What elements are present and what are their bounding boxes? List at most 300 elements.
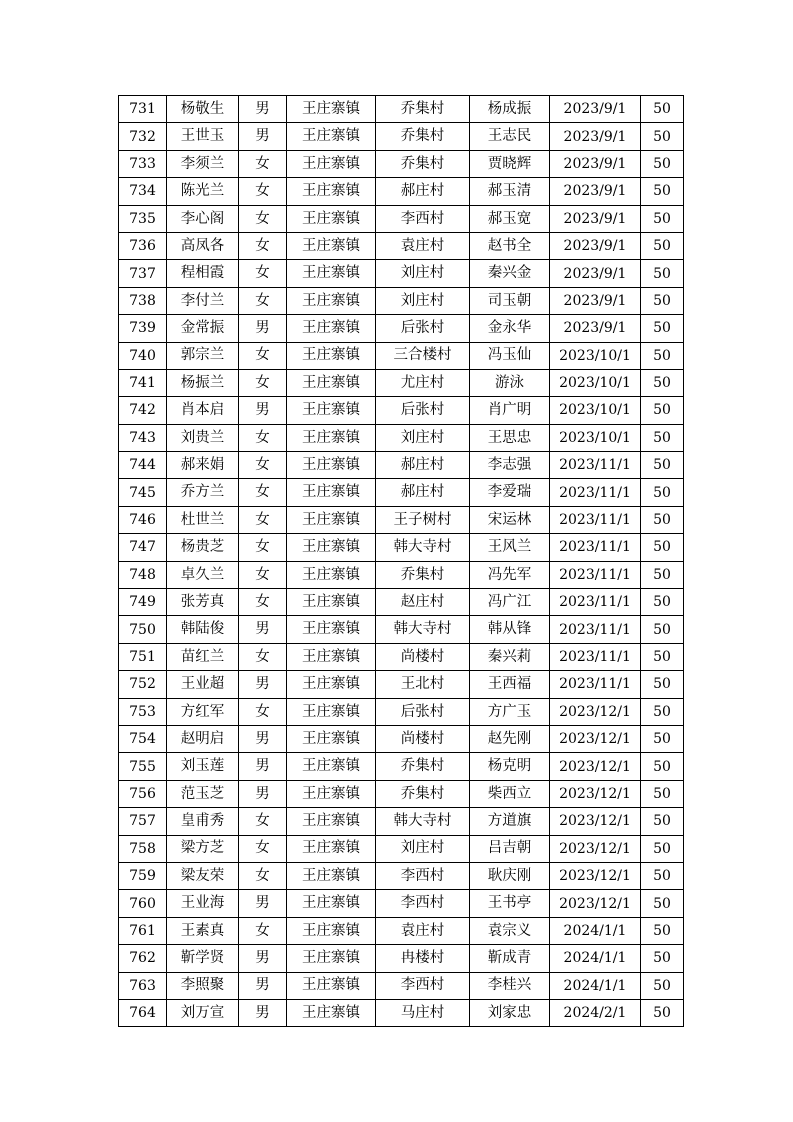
cell-name: 郭宗兰 (167, 342, 239, 369)
table-row (119, 506, 684, 533)
cell-index: 731 (119, 96, 167, 123)
cell-index: 742 (119, 397, 167, 424)
cell-index: 738 (119, 287, 167, 314)
cell-date: 2023/12/1 (550, 780, 641, 807)
cell-date: 2023/11/1 (550, 479, 641, 506)
table-row (119, 945, 684, 972)
cell-gender: 男 (239, 123, 287, 150)
cell-name: 李付兰 (167, 287, 239, 314)
cell-town: 王庄寨镇 (287, 479, 376, 506)
cell-amount: 50 (641, 452, 684, 479)
cell-town: 王庄寨镇 (287, 671, 376, 698)
cell-name: 刘贵兰 (167, 424, 239, 451)
records-table (118, 95, 684, 1027)
cell-village: 尚楼村 (376, 725, 470, 752)
cell-date: 2023/10/1 (550, 342, 641, 369)
cell-gender: 男 (239, 671, 287, 698)
cell-index: 737 (119, 260, 167, 287)
cell-amount: 50 (641, 178, 684, 205)
cell-gender: 女 (239, 698, 287, 725)
cell-name: 赵明启 (167, 725, 239, 752)
cell-amount: 50 (641, 753, 684, 780)
cell-gender: 女 (239, 835, 287, 862)
cell-town: 王庄寨镇 (287, 369, 376, 396)
cell-name: 韩陆俊 (167, 616, 239, 643)
cell-index: 764 (119, 999, 167, 1026)
table-row (119, 890, 684, 917)
cell-name: 皇甫秀 (167, 808, 239, 835)
cell-town: 王庄寨镇 (287, 342, 376, 369)
cell-village: 韩大寺村 (376, 808, 470, 835)
cell-agent: 靳成青 (470, 945, 550, 972)
cell-agent: 赵先刚 (470, 725, 550, 752)
cell-amount: 50 (641, 260, 684, 287)
cell-village: 尤庄村 (376, 369, 470, 396)
cell-agent: 李桂兴 (470, 972, 550, 999)
cell-index: 743 (119, 424, 167, 451)
cell-amount: 50 (641, 205, 684, 232)
cell-index: 744 (119, 452, 167, 479)
cell-date: 2023/11/1 (550, 643, 641, 670)
cell-agent: 冯先军 (470, 561, 550, 588)
cell-date: 2023/10/1 (550, 397, 641, 424)
cell-agent: 冯广江 (470, 589, 550, 616)
cell-name: 金常振 (167, 315, 239, 342)
cell-village: 后张村 (376, 315, 470, 342)
cell-date: 2023/10/1 (550, 369, 641, 396)
table-row (119, 123, 684, 150)
cell-amount: 50 (641, 424, 684, 451)
table-row (119, 205, 684, 232)
cell-amount: 50 (641, 232, 684, 259)
cell-name: 刘万宣 (167, 999, 239, 1026)
cell-amount: 50 (641, 808, 684, 835)
cell-town: 王庄寨镇 (287, 534, 376, 561)
cell-gender: 女 (239, 287, 287, 314)
table-row (119, 452, 684, 479)
cell-date: 2023/11/1 (550, 534, 641, 561)
cell-village: 李西村 (376, 890, 470, 917)
cell-amount: 50 (641, 780, 684, 807)
cell-amount: 50 (641, 725, 684, 752)
cell-amount: 50 (641, 369, 684, 396)
table-row (119, 643, 684, 670)
cell-name: 王业海 (167, 890, 239, 917)
cell-index: 760 (119, 890, 167, 917)
cell-date: 2023/11/1 (550, 452, 641, 479)
cell-gender: 男 (239, 315, 287, 342)
cell-agent: 王西福 (470, 671, 550, 698)
cell-gender: 女 (239, 150, 287, 177)
table-row (119, 287, 684, 314)
table-row (119, 369, 684, 396)
cell-name: 张芳真 (167, 589, 239, 616)
cell-gender: 女 (239, 369, 287, 396)
cell-index: 762 (119, 945, 167, 972)
cell-amount: 50 (641, 397, 684, 424)
cell-agent: 宋运林 (470, 506, 550, 533)
cell-name: 王世玉 (167, 123, 239, 150)
cell-gender: 女 (239, 452, 287, 479)
cell-village: 王北村 (376, 671, 470, 698)
table-row (119, 725, 684, 752)
cell-agent: 王志民 (470, 123, 550, 150)
cell-agent: 袁宗义 (470, 917, 550, 944)
cell-amount: 50 (641, 506, 684, 533)
cell-village: 乔集村 (376, 561, 470, 588)
cell-name: 肖本启 (167, 397, 239, 424)
cell-date: 2023/11/1 (550, 506, 641, 533)
cell-index: 747 (119, 534, 167, 561)
cell-index: 753 (119, 698, 167, 725)
table-row (119, 808, 684, 835)
cell-name: 范玉芝 (167, 780, 239, 807)
cell-gender: 女 (239, 862, 287, 889)
cell-amount: 50 (641, 698, 684, 725)
cell-town: 王庄寨镇 (287, 205, 376, 232)
cell-town: 王庄寨镇 (287, 232, 376, 259)
table-row (119, 397, 684, 424)
cell-index: 736 (119, 232, 167, 259)
cell-amount: 50 (641, 287, 684, 314)
cell-index: 758 (119, 835, 167, 862)
cell-agent: 李爱瑞 (470, 479, 550, 506)
cell-date: 2023/12/1 (550, 808, 641, 835)
table-row (119, 753, 684, 780)
cell-index: 748 (119, 561, 167, 588)
table-row (119, 780, 684, 807)
cell-index: 755 (119, 753, 167, 780)
cell-village: 刘庄村 (376, 287, 470, 314)
cell-amount: 50 (641, 862, 684, 889)
cell-amount: 50 (641, 999, 684, 1026)
cell-town: 王庄寨镇 (287, 123, 376, 150)
cell-gender: 男 (239, 780, 287, 807)
cell-date: 2023/10/1 (550, 424, 641, 451)
cell-amount: 50 (641, 671, 684, 698)
cell-index: 757 (119, 808, 167, 835)
table-row (119, 479, 684, 506)
cell-gender: 女 (239, 342, 287, 369)
table-row (119, 616, 684, 643)
cell-date: 2023/9/1 (550, 315, 641, 342)
cell-agent: 柴西立 (470, 780, 550, 807)
cell-date: 2023/9/1 (550, 96, 641, 123)
cell-village: 后张村 (376, 397, 470, 424)
cell-village: 李西村 (376, 862, 470, 889)
cell-agent: 吕吉朝 (470, 835, 550, 862)
cell-agent: 秦兴莉 (470, 643, 550, 670)
cell-agent: 杨克明 (470, 753, 550, 780)
cell-town: 王庄寨镇 (287, 96, 376, 123)
cell-agent: 方广玉 (470, 698, 550, 725)
cell-gender: 女 (239, 178, 287, 205)
cell-agent: 赵书全 (470, 232, 550, 259)
cell-agent: 贾晓辉 (470, 150, 550, 177)
cell-name: 杨敬生 (167, 96, 239, 123)
cell-date: 2023/12/1 (550, 890, 641, 917)
cell-date: 2024/1/1 (550, 917, 641, 944)
cell-date: 2024/1/1 (550, 972, 641, 999)
table-row (119, 561, 684, 588)
table-row (119, 671, 684, 698)
cell-town: 王庄寨镇 (287, 643, 376, 670)
cell-index: 740 (119, 342, 167, 369)
cell-amount: 50 (641, 890, 684, 917)
cell-index: 734 (119, 178, 167, 205)
cell-name: 卓久兰 (167, 561, 239, 588)
cell-village: 郝庄村 (376, 178, 470, 205)
cell-index: 739 (119, 315, 167, 342)
cell-gender: 女 (239, 643, 287, 670)
cell-name: 乔方兰 (167, 479, 239, 506)
cell-agent: 耿庆刚 (470, 862, 550, 889)
cell-amount: 50 (641, 643, 684, 670)
cell-amount: 50 (641, 123, 684, 150)
cell-agent: 韩从锋 (470, 616, 550, 643)
cell-date: 2023/12/1 (550, 835, 641, 862)
cell-amount: 50 (641, 315, 684, 342)
cell-town: 王庄寨镇 (287, 616, 376, 643)
cell-agent: 王思忠 (470, 424, 550, 451)
cell-name: 李照聚 (167, 972, 239, 999)
cell-town: 王庄寨镇 (287, 808, 376, 835)
cell-gender: 男 (239, 96, 287, 123)
table-row (119, 150, 684, 177)
cell-agent: 杨成振 (470, 96, 550, 123)
cell-index: 761 (119, 917, 167, 944)
cell-date: 2023/9/1 (550, 287, 641, 314)
cell-agent: 王风兰 (470, 534, 550, 561)
cell-town: 王庄寨镇 (287, 506, 376, 533)
cell-village: 刘庄村 (376, 835, 470, 862)
cell-town: 王庄寨镇 (287, 260, 376, 287)
cell-amount: 50 (641, 917, 684, 944)
cell-date: 2023/9/1 (550, 232, 641, 259)
cell-gender: 女 (239, 506, 287, 533)
cell-index: 754 (119, 725, 167, 752)
cell-village: 后张村 (376, 698, 470, 725)
cell-agent: 游泳 (470, 369, 550, 396)
cell-village: 郝庄村 (376, 479, 470, 506)
table-row (119, 698, 684, 725)
cell-name: 李须兰 (167, 150, 239, 177)
cell-name: 苗红兰 (167, 643, 239, 670)
cell-name: 杜世兰 (167, 506, 239, 533)
cell-agent: 刘家忠 (470, 999, 550, 1026)
cell-date: 2023/12/1 (550, 698, 641, 725)
cell-town: 王庄寨镇 (287, 972, 376, 999)
cell-gender: 男 (239, 972, 287, 999)
cell-town: 王庄寨镇 (287, 725, 376, 752)
cell-index: 733 (119, 150, 167, 177)
cell-date: 2023/11/1 (550, 616, 641, 643)
cell-town: 王庄寨镇 (287, 287, 376, 314)
cell-town: 王庄寨镇 (287, 780, 376, 807)
cell-amount: 50 (641, 589, 684, 616)
cell-town: 王庄寨镇 (287, 999, 376, 1026)
cell-village: 李西村 (376, 972, 470, 999)
table-row (119, 999, 684, 1026)
cell-name: 杨贵芝 (167, 534, 239, 561)
cell-amount: 50 (641, 342, 684, 369)
table-row (119, 232, 684, 259)
cell-village: 乔集村 (376, 123, 470, 150)
cell-gender: 女 (239, 917, 287, 944)
cell-town: 王庄寨镇 (287, 424, 376, 451)
cell-gender: 女 (239, 589, 287, 616)
cell-name: 王业超 (167, 671, 239, 698)
cell-town: 王庄寨镇 (287, 945, 376, 972)
cell-gender: 女 (239, 260, 287, 287)
table-row (119, 835, 684, 862)
cell-town: 王庄寨镇 (287, 589, 376, 616)
cell-town: 王庄寨镇 (287, 753, 376, 780)
cell-town: 王庄寨镇 (287, 452, 376, 479)
cell-gender: 男 (239, 753, 287, 780)
cell-date: 2023/9/1 (550, 205, 641, 232)
cell-index: 756 (119, 780, 167, 807)
cell-index: 735 (119, 205, 167, 232)
cell-gender: 女 (239, 561, 287, 588)
cell-village: 乔集村 (376, 780, 470, 807)
cell-village: 刘庄村 (376, 260, 470, 287)
cell-town: 王庄寨镇 (287, 397, 376, 424)
cell-name: 刘玉莲 (167, 753, 239, 780)
table-row (119, 862, 684, 889)
cell-amount: 50 (641, 534, 684, 561)
cell-index: 751 (119, 643, 167, 670)
cell-amount: 50 (641, 150, 684, 177)
cell-agent: 郝玉清 (470, 178, 550, 205)
cell-village: 冉楼村 (376, 945, 470, 972)
cell-village: 韩大寺村 (376, 616, 470, 643)
cell-village: 尚楼村 (376, 643, 470, 670)
cell-index: 741 (119, 369, 167, 396)
cell-agent: 肖广明 (470, 397, 550, 424)
cell-name: 陈光兰 (167, 178, 239, 205)
cell-name: 靳学贤 (167, 945, 239, 972)
cell-gender: 男 (239, 945, 287, 972)
cell-village: 赵庄村 (376, 589, 470, 616)
cell-town: 王庄寨镇 (287, 561, 376, 588)
cell-village: 三合楼村 (376, 342, 470, 369)
table-row (119, 96, 684, 123)
cell-town: 王庄寨镇 (287, 917, 376, 944)
cell-agent: 金永华 (470, 315, 550, 342)
cell-date: 2023/9/1 (550, 260, 641, 287)
cell-name: 程相霞 (167, 260, 239, 287)
cell-name: 王素真 (167, 917, 239, 944)
cell-gender: 女 (239, 232, 287, 259)
cell-index: 745 (119, 479, 167, 506)
cell-agent: 李志强 (470, 452, 550, 479)
cell-index: 763 (119, 972, 167, 999)
cell-date: 2023/9/1 (550, 150, 641, 177)
cell-gender: 女 (239, 205, 287, 232)
cell-date: 2023/9/1 (550, 123, 641, 150)
cell-agent: 秦兴金 (470, 260, 550, 287)
cell-date: 2023/11/1 (550, 561, 641, 588)
cell-village: 郝庄村 (376, 452, 470, 479)
cell-amount: 50 (641, 835, 684, 862)
cell-name: 梁友荣 (167, 862, 239, 889)
cell-town: 王庄寨镇 (287, 862, 376, 889)
table-row (119, 178, 684, 205)
cell-name: 杨振兰 (167, 369, 239, 396)
cell-agent: 王书亭 (470, 890, 550, 917)
cell-date: 2023/9/1 (550, 178, 641, 205)
table-row (119, 342, 684, 369)
cell-village: 李西村 (376, 205, 470, 232)
cell-amount: 50 (641, 945, 684, 972)
cell-amount: 50 (641, 616, 684, 643)
cell-village: 马庄村 (376, 999, 470, 1026)
table-row (119, 972, 684, 999)
cell-date: 2023/11/1 (550, 589, 641, 616)
cell-village: 王子树村 (376, 506, 470, 533)
cell-town: 王庄寨镇 (287, 835, 376, 862)
table-row (119, 534, 684, 561)
cell-index: 746 (119, 506, 167, 533)
cell-town: 王庄寨镇 (287, 178, 376, 205)
cell-date: 2023/12/1 (550, 753, 641, 780)
cell-amount: 50 (641, 561, 684, 588)
cell-agent: 司玉朝 (470, 287, 550, 314)
cell-gender: 女 (239, 424, 287, 451)
cell-gender: 男 (239, 616, 287, 643)
table-row (119, 917, 684, 944)
table-row (119, 589, 684, 616)
cell-agent: 冯玉仙 (470, 342, 550, 369)
cell-amount: 50 (641, 96, 684, 123)
cell-name: 郝来娟 (167, 452, 239, 479)
cell-village: 乔集村 (376, 96, 470, 123)
cell-name: 梁方芝 (167, 835, 239, 862)
cell-town: 王庄寨镇 (287, 698, 376, 725)
cell-name: 方红军 (167, 698, 239, 725)
cell-town: 王庄寨镇 (287, 150, 376, 177)
table-row (119, 260, 684, 287)
cell-index: 750 (119, 616, 167, 643)
cell-amount: 50 (641, 972, 684, 999)
table-row (119, 424, 684, 451)
cell-gender: 男 (239, 890, 287, 917)
cell-amount: 50 (641, 479, 684, 506)
cell-index: 732 (119, 123, 167, 150)
cell-date: 2024/2/1 (550, 999, 641, 1026)
cell-village: 韩大寺村 (376, 534, 470, 561)
cell-date: 2023/12/1 (550, 725, 641, 752)
cell-index: 759 (119, 862, 167, 889)
cell-village: 刘庄村 (376, 424, 470, 451)
table-row (119, 315, 684, 342)
cell-date: 2024/1/1 (550, 945, 641, 972)
cell-village: 乔集村 (376, 150, 470, 177)
cell-town: 王庄寨镇 (287, 890, 376, 917)
cell-name: 高凤各 (167, 232, 239, 259)
cell-town: 王庄寨镇 (287, 315, 376, 342)
cell-date: 2023/11/1 (550, 671, 641, 698)
cell-index: 752 (119, 671, 167, 698)
cell-agent: 郝玉宽 (470, 205, 550, 232)
cell-village: 袁庄村 (376, 232, 470, 259)
cell-village: 乔集村 (376, 753, 470, 780)
cell-gender: 男 (239, 725, 287, 752)
cell-gender: 女 (239, 534, 287, 561)
cell-date: 2023/12/1 (550, 862, 641, 889)
cell-village: 袁庄村 (376, 917, 470, 944)
